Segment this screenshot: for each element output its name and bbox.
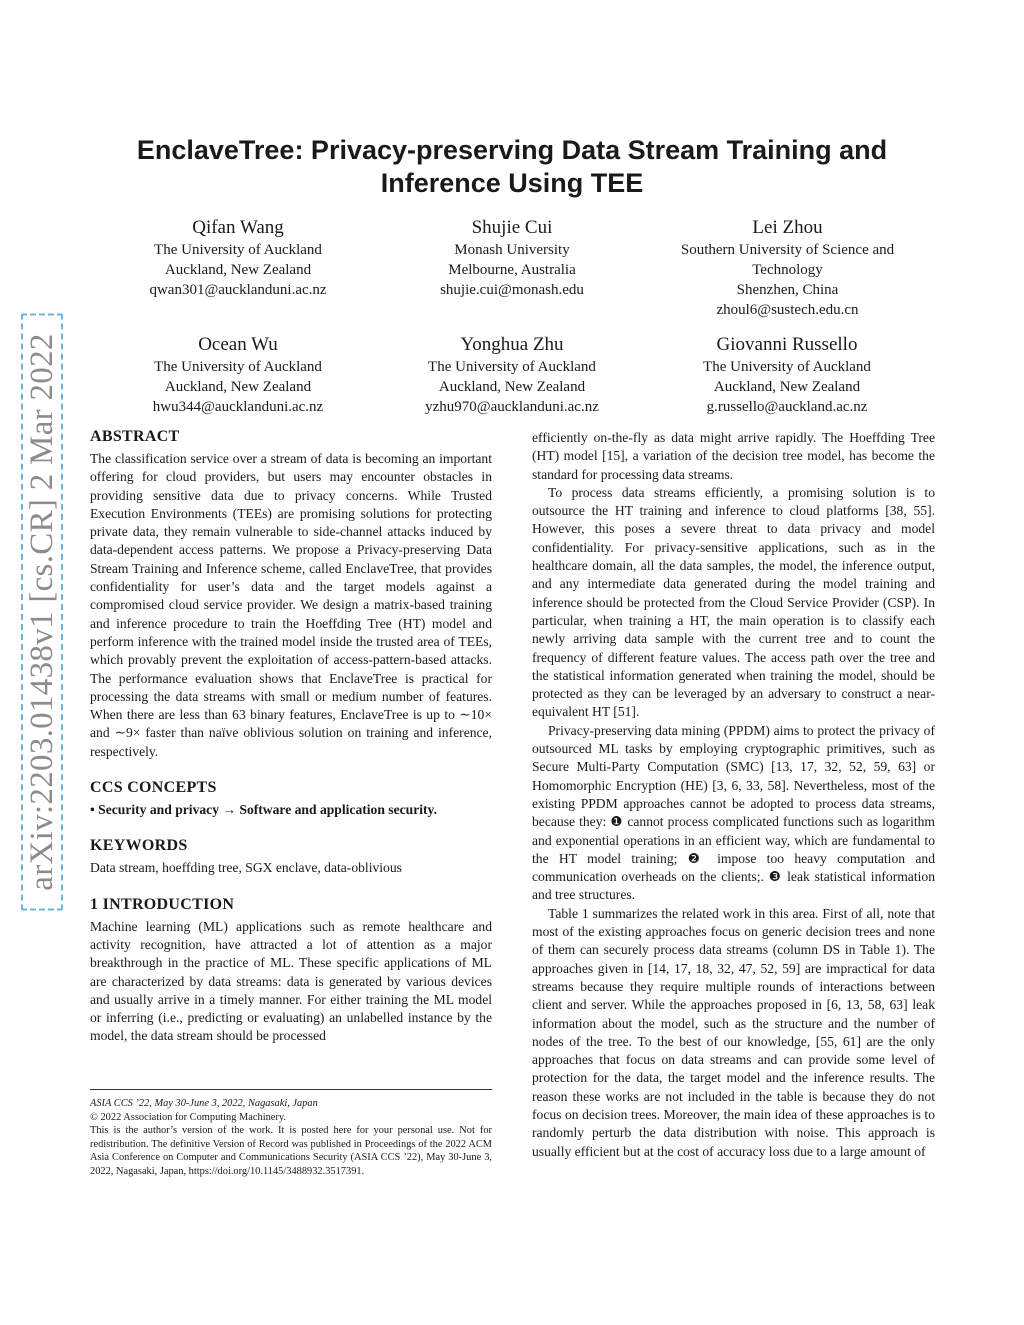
intro-paragraph: Machine learning (ML) applications such as remote healthcare and activity recognition, have attracted a lot of attention as a major breakthrough in the practice of ML. These specific applications of ML are characterized by data streams: data is generated by various devices and usually arrive in a timely manner. For either training the ML model or inferring (i.e., predicting or evaluating) an unlabelled instance by the model, the data stream should be processed xyxy=(90,918,492,1044)
author-affiliation: Monash University xyxy=(454,242,570,258)
ccs-text: • Security and privacy → Software and application security. xyxy=(90,802,437,818)
title-line-1: EnclaveTree: Privacy-preserving Data Stream Training and xyxy=(136,135,888,165)
author-block xyxy=(392,216,632,300)
author-name: Ocean Wu xyxy=(198,334,278,355)
author-location: Auckland, New Zealand xyxy=(164,262,312,278)
author-email: qwan301@aucklanduni.ac.nz xyxy=(149,282,327,298)
author-block xyxy=(667,333,907,417)
ccs-heading: CCS CONCEPTS xyxy=(90,779,217,797)
author-email: shujie.cui@monash.edu xyxy=(440,282,584,298)
footnote-notice: This is the author’s version of the work. It is posted here for your personal use. Not for redistribution. The definitive Version of Record was published in Proceedings of the 2022 ACM Asia Conference on Computer and Communications Security (ASIA CCS ’22), May 30-June 3, 2022, Nagasaki, Japan, https://doi.org/10.1145/3488932.3517391. xyxy=(90,1125,492,1177)
author-email: yzhu970@aucklanduni.ac.nz xyxy=(425,399,599,415)
author-affiliation: The University of Auckland xyxy=(154,359,322,375)
author-affiliation: The University of Auckland xyxy=(703,359,871,375)
abstract-text: The classification service over a stream of data is becoming an important offering for cloud providers, but users may encounter obstacles in providing sensitive data due to privacy concerns. While Trusted Execution Environments (TEEs) are promising solutions for protecting private data, they remain vulnerable to side-channel attacks induced by data-dependent access patterns. We propose a Privacy-preserving Data Stream Training and Inference scheme, called EnclaveTree, that provides confidentiality for user’s data and the target models against a compromised cloud service provider. We design a matrix-based training and inference procedure to train the Hoeffding Tree (HT) model and perform inference with the trained model inside the trusted area of TEEs, which provably prevent the exploitation of access-pattern-based attacks. The performance evaluation shows that EnclaveTree is practical for processing the data streams with small or medium number of features. When there are less than 63 binary features, EnclaveTree is up to ∼10× and ∼9× faster than naïve oblivious solution on training and inference, respectively. xyxy=(90,451,492,759)
author-location: Shenzhen, China xyxy=(736,282,839,298)
author-name: Shujie Cui xyxy=(471,217,553,238)
footnote xyxy=(90,1089,492,1178)
author-location: Auckland, New Zealand xyxy=(164,379,312,395)
title-line-2: Inference Using TEE xyxy=(380,168,644,198)
abstract-heading: ABSTRACT xyxy=(90,428,180,445)
author-affiliation: The University of Auckland xyxy=(428,359,596,375)
author-location: Auckland, New Zealand xyxy=(438,379,586,395)
author-name: Qifan Wang xyxy=(192,217,284,238)
paper-title xyxy=(90,134,934,200)
right-column xyxy=(532,429,935,1161)
body-paragraph: Table 1 summarizes the related work in this area. First of all, note that most of the existing approaches focus on generic decision trees and none of them can securely process data streams (column DS in Table 1). The approaches given in [14, 17, 18, 32, 47, 52, 59] are impractical for data streams because they require multiple rounds of interactions between client and server. While the approaches proposed in [6, 13, 58, 63] leak information about the model, such as the structure and the number of nodes of the tree. To the best of our knowledge, [55, 61] are the only approaches that focus on data streams and can provide some level of protection for the data, the target model and the inference results. The reason these works are not included in the table is because they do not focus on decision trees. Moreover, the main idea of these approaches is to randomly perturb the data distribution with noise. This approach is usually efficient but at the cost of accuracy loss due to a large amount of xyxy=(532,905,935,1159)
footnote-copyright: © 2022 Association for Computing Machinery. xyxy=(90,1111,286,1123)
author-affiliation: Southern University of Science and xyxy=(680,242,895,258)
author-email: zhoul6@sustech.edu.cn xyxy=(716,302,859,318)
author-name: Yonghua Zhu xyxy=(460,334,564,355)
author-email: g.russello@auckland.ac.nz xyxy=(706,399,868,415)
author-location: Auckland, New Zealand xyxy=(713,379,861,395)
body-paragraph: Privacy-preserving data mining (PPDM) aims to protect the privacy of outsourced ML tasks by employing cryptographic primitives, such as Secure Multi-Party Computation (SMC) [13, 17, 32, 52, 59, 63] or Homomorphic Encryption (HE) [3, 6, 33, 58]. Nevertheless, most of the existing PPDM approaches cannot be adopted to process data streams, because they: ❶ cannot process complicated functions such as logarithm and exponential operations in an efficient way, which are fundamental to the HT model training; ❷ impose too heavy computation and communication overheads on the clients;. ❸ leak statistical information and tree structures. xyxy=(532,722,935,903)
body-paragraph: To process data streams efficiently, a promising solution is to outsource the HT training and inference to cloud platforms [38, 55]. However, this poses a severe threat to data privacy and model confidentiality. For privacy-sensitive applications, such as in the healthcare domain, all the data samples, the model, the inference output, and any intermediate data generated during the model training and inference should be protected from the Cloud Service Provider (CSP). In particular, when training a HT, the main operation is to classify each newly arriving data sample with the current tree and to count the frequency of different feature values. The access path over the tree and the statistical information generated when training the model, should be protected as they can be leveraged by an adversary to construct a near-equivalent HT [51]. xyxy=(532,484,935,720)
left-column xyxy=(90,426,492,1046)
author-block xyxy=(118,216,358,300)
keywords-heading: KEYWORDS xyxy=(90,837,188,855)
author-location: Melbourne, Australia xyxy=(448,262,576,278)
keywords-text: Data stream, hoeffding tree, SGX enclave, data-oblivious xyxy=(90,860,402,876)
body-paragraph: efficiently on-the-fly as data might arrive rapidly. The Hoeffding Tree (HT) model [15], a variation of the decision tree model, has become the standard for processing data streams. xyxy=(532,430,935,482)
author-block xyxy=(392,333,632,417)
author-affiliation-cont: Technology xyxy=(752,262,823,278)
author-block xyxy=(118,333,358,417)
footnote-venue: ASIA CCS ’22, May 30-June 3, 2022, Nagasaki, Japan xyxy=(90,1098,318,1109)
author-name: Giovanni Russello xyxy=(716,334,858,355)
arxiv-stamp-text: arXiv:2203.01438v1 [cs.CR] 2 Mar 2022 xyxy=(21,314,63,911)
author-block xyxy=(650,216,925,320)
author-affiliation: The University of Auckland xyxy=(154,242,322,258)
intro-heading: 1 INTRODUCTION xyxy=(90,895,235,913)
author-email: hwu344@aucklanduni.ac.nz xyxy=(152,399,324,415)
arxiv-stamp xyxy=(20,320,64,905)
author-name: Lei Zhou xyxy=(752,217,823,238)
